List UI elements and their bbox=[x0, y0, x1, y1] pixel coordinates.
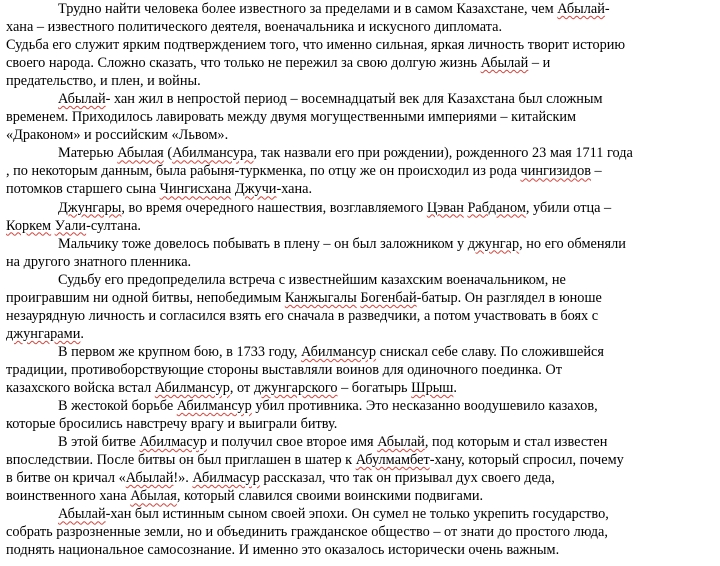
text-run: впоследствии. После битвы он был приглашен в шатер к bbox=[6, 452, 356, 469]
text-run: предательство, и плен, и войны. bbox=[6, 73, 201, 90]
misspelled-word: Канжыгалы bbox=[284, 289, 357, 306]
text-run: -хан был истинным сыном своей эпохи. Он сумел не только укрепить государство, bbox=[105, 506, 609, 523]
text-run: , от bbox=[229, 379, 254, 396]
misspelled-word: Абылай bbox=[58, 506, 106, 523]
text-line bbox=[6, 126, 720, 144]
paragraph bbox=[6, 433, 720, 505]
paragraph bbox=[6, 271, 720, 343]
misspelled-word: Чингисхана bbox=[159, 181, 232, 198]
misspelled-word: Уали bbox=[54, 217, 87, 234]
text-run: , который славился своими воинскими подвигами. bbox=[176, 488, 484, 505]
text-line bbox=[6, 235, 720, 253]
text-run: -хану, который спросил, почему bbox=[429, 452, 624, 469]
text-run: , под которым и стал известен bbox=[424, 434, 608, 451]
text-run: – bbox=[590, 163, 602, 180]
text-run: - bbox=[604, 1, 610, 17]
text-run: «Драконом» и российским «Львом». bbox=[6, 127, 229, 144]
text-line bbox=[6, 253, 720, 271]
text-run: проигравшим ни одной битвы, непобедимым bbox=[6, 289, 285, 306]
misspelled-word: Абилмасур bbox=[139, 434, 207, 451]
text-run: на другого знатного пленника. bbox=[6, 253, 192, 270]
misspelled-word: Абилмансур bbox=[301, 343, 377, 360]
text-line bbox=[6, 271, 720, 289]
paragraph bbox=[6, 144, 720, 198]
text-run: Матерью bbox=[58, 145, 118, 162]
misspelled-word: Абылай bbox=[557, 1, 605, 17]
text-run: Трудно найти человека более известного за пределами и в самом Казахстане, чем bbox=[58, 1, 558, 17]
misspelled-word: Шрыш bbox=[411, 379, 454, 396]
misspelled-word: Абилмасур bbox=[192, 470, 260, 487]
text-line bbox=[6, 361, 720, 379]
text-run: убил противника. Это несказанно воодушевило казахов, bbox=[251, 398, 598, 415]
text-run: В первом же крупном бою, в 1733 году, bbox=[58, 343, 301, 360]
text-line bbox=[6, 523, 720, 541]
misspelled-word: Коркем bbox=[6, 217, 52, 234]
text-run: Мальчику тоже довелось побывать в плену – он был заложником у bbox=[58, 235, 468, 252]
document-body bbox=[6, 0, 720, 559]
text-line bbox=[6, 325, 720, 343]
text-run: казахского войска встал bbox=[6, 379, 155, 396]
paragraph bbox=[6, 36, 720, 90]
text-line bbox=[6, 36, 720, 54]
paragraph bbox=[6, 235, 720, 271]
text-run: потомков старшего сына bbox=[6, 181, 160, 198]
misspelled-word: Абылая bbox=[117, 145, 164, 162]
paragraph bbox=[6, 90, 720, 144]
misspelled-word: Джучи bbox=[234, 181, 277, 198]
text-line bbox=[6, 289, 720, 307]
misspelled-word: Богенбай bbox=[360, 289, 417, 306]
misspelled-word: Абилмансура bbox=[172, 145, 254, 162]
text-run: Судьбу его предопределила встреча с известнейшим казахским военачальником, не bbox=[58, 271, 566, 288]
text-run: . bbox=[453, 379, 457, 396]
misspelled-word: джунгарского bbox=[253, 379, 338, 396]
text-line bbox=[6, 18, 720, 36]
text-line bbox=[6, 415, 720, 433]
text-run: временем. Приходилось лавировать между двумя могущественными империями – китайским bbox=[6, 109, 577, 126]
paragraph bbox=[6, 505, 720, 559]
text-run: рассказал, что так он призывал дух своего деда, bbox=[259, 470, 555, 487]
text-line bbox=[6, 90, 720, 108]
paragraph bbox=[6, 343, 720, 397]
misspelled-word: джунгар bbox=[467, 235, 520, 252]
text-run: -батыр. Он разглядел в юноше bbox=[416, 289, 602, 306]
text-run: собрать разрозненные земли, но и объединить гражданское общество – от знати до простого люда, bbox=[6, 524, 608, 541]
text-run: в битве он кричал « bbox=[6, 470, 126, 487]
misspelled-word: Абилмансур bbox=[154, 379, 230, 396]
misspelled-word: Абилмансур bbox=[176, 398, 252, 415]
misspelled-word: чингизидов bbox=[520, 163, 591, 180]
paragraph bbox=[6, 199, 720, 235]
text-line bbox=[6, 180, 720, 198]
text-line bbox=[6, 397, 720, 415]
text-run: , по некоторым данным, была рабыня-туркменка, по отцу же он происходил из рода bbox=[6, 163, 521, 180]
text-line bbox=[6, 217, 720, 235]
misspelled-word: джунгарами bbox=[6, 325, 81, 342]
text-run: поднять национальное самосознание. И именно это оказалось исторически очень важным. bbox=[6, 542, 560, 559]
text-line bbox=[6, 307, 720, 325]
text-run: – и bbox=[528, 55, 551, 72]
text-line bbox=[6, 379, 720, 397]
paragraph bbox=[6, 0, 720, 36]
text-run: - хан жил в непростой период – восемнадцатый век для Казахстана был сложным bbox=[105, 91, 603, 108]
text-line bbox=[6, 0, 720, 18]
text-run: и получил свое второе имя bbox=[206, 434, 378, 451]
misspelled-word: Абылай bbox=[58, 91, 106, 108]
text-line bbox=[6, 54, 720, 72]
text-line bbox=[6, 541, 720, 559]
text-line bbox=[6, 505, 720, 523]
misspelled-word: Цэван bbox=[426, 199, 464, 216]
text-run: !». bbox=[173, 470, 193, 487]
text-run: традиции, противоборствующие стороны выставляли воинов для одиночного поединка. От bbox=[6, 361, 562, 378]
text-run: – богатырь bbox=[337, 379, 412, 396]
text-run: Судьба его служит ярким подтверждением того, что именно сильная, яркая личность творит историю bbox=[6, 37, 626, 54]
text-line bbox=[6, 469, 720, 487]
text-run: воинственного хана bbox=[6, 488, 131, 505]
text-run: . bbox=[80, 325, 84, 342]
misspelled-word: Абылай bbox=[125, 470, 174, 487]
text-run: своего народа. Сложно сказать, что только не пережил за свою долгую жизнь bbox=[6, 55, 481, 72]
text-run: незаурядную личность и согласился взять его сначала в разведчики, а потом участвовать в боях с bbox=[6, 307, 599, 324]
text-run: -хана. bbox=[276, 181, 313, 198]
text-line bbox=[6, 162, 720, 180]
text-line bbox=[6, 72, 720, 90]
misspelled-word: Рабданом bbox=[467, 199, 526, 216]
text-run: , убили отца – bbox=[525, 199, 612, 216]
misspelled-word: Абулмамбет bbox=[355, 452, 430, 469]
text-run: -султана. bbox=[86, 217, 141, 234]
text-line bbox=[6, 487, 720, 505]
text-line bbox=[6, 144, 720, 162]
misspelled-word: Абылай bbox=[480, 55, 529, 72]
text-line bbox=[6, 451, 720, 469]
misspelled-word: Джунгары bbox=[58, 199, 122, 216]
text-line bbox=[6, 199, 720, 217]
text-run: , во время очередного нашествия, возглавляемого bbox=[121, 199, 427, 216]
text-run: ( bbox=[163, 145, 173, 162]
text-line bbox=[6, 343, 720, 361]
misspelled-word: Абылай bbox=[377, 434, 425, 451]
misspelled-word: Абылая bbox=[130, 488, 177, 505]
text-line bbox=[6, 433, 720, 451]
text-run: хана – известного политического деятеля, военачальника и искусного дипломата. bbox=[6, 19, 503, 36]
paragraph bbox=[6, 397, 720, 433]
text-run: В жестокой борьбе bbox=[58, 398, 177, 415]
text-run: снискал себе славу. По сложившейся bbox=[376, 343, 604, 360]
text-run: которые бросились навстречу врагу и выиграли битву. bbox=[6, 416, 338, 433]
text-run: , так назвали его при рождении), рожденного 23 мая 1711 года bbox=[253, 145, 633, 162]
text-run: В этой битве bbox=[58, 434, 140, 451]
text-line bbox=[6, 108, 720, 126]
text-run: , но его обменяли bbox=[519, 235, 626, 252]
